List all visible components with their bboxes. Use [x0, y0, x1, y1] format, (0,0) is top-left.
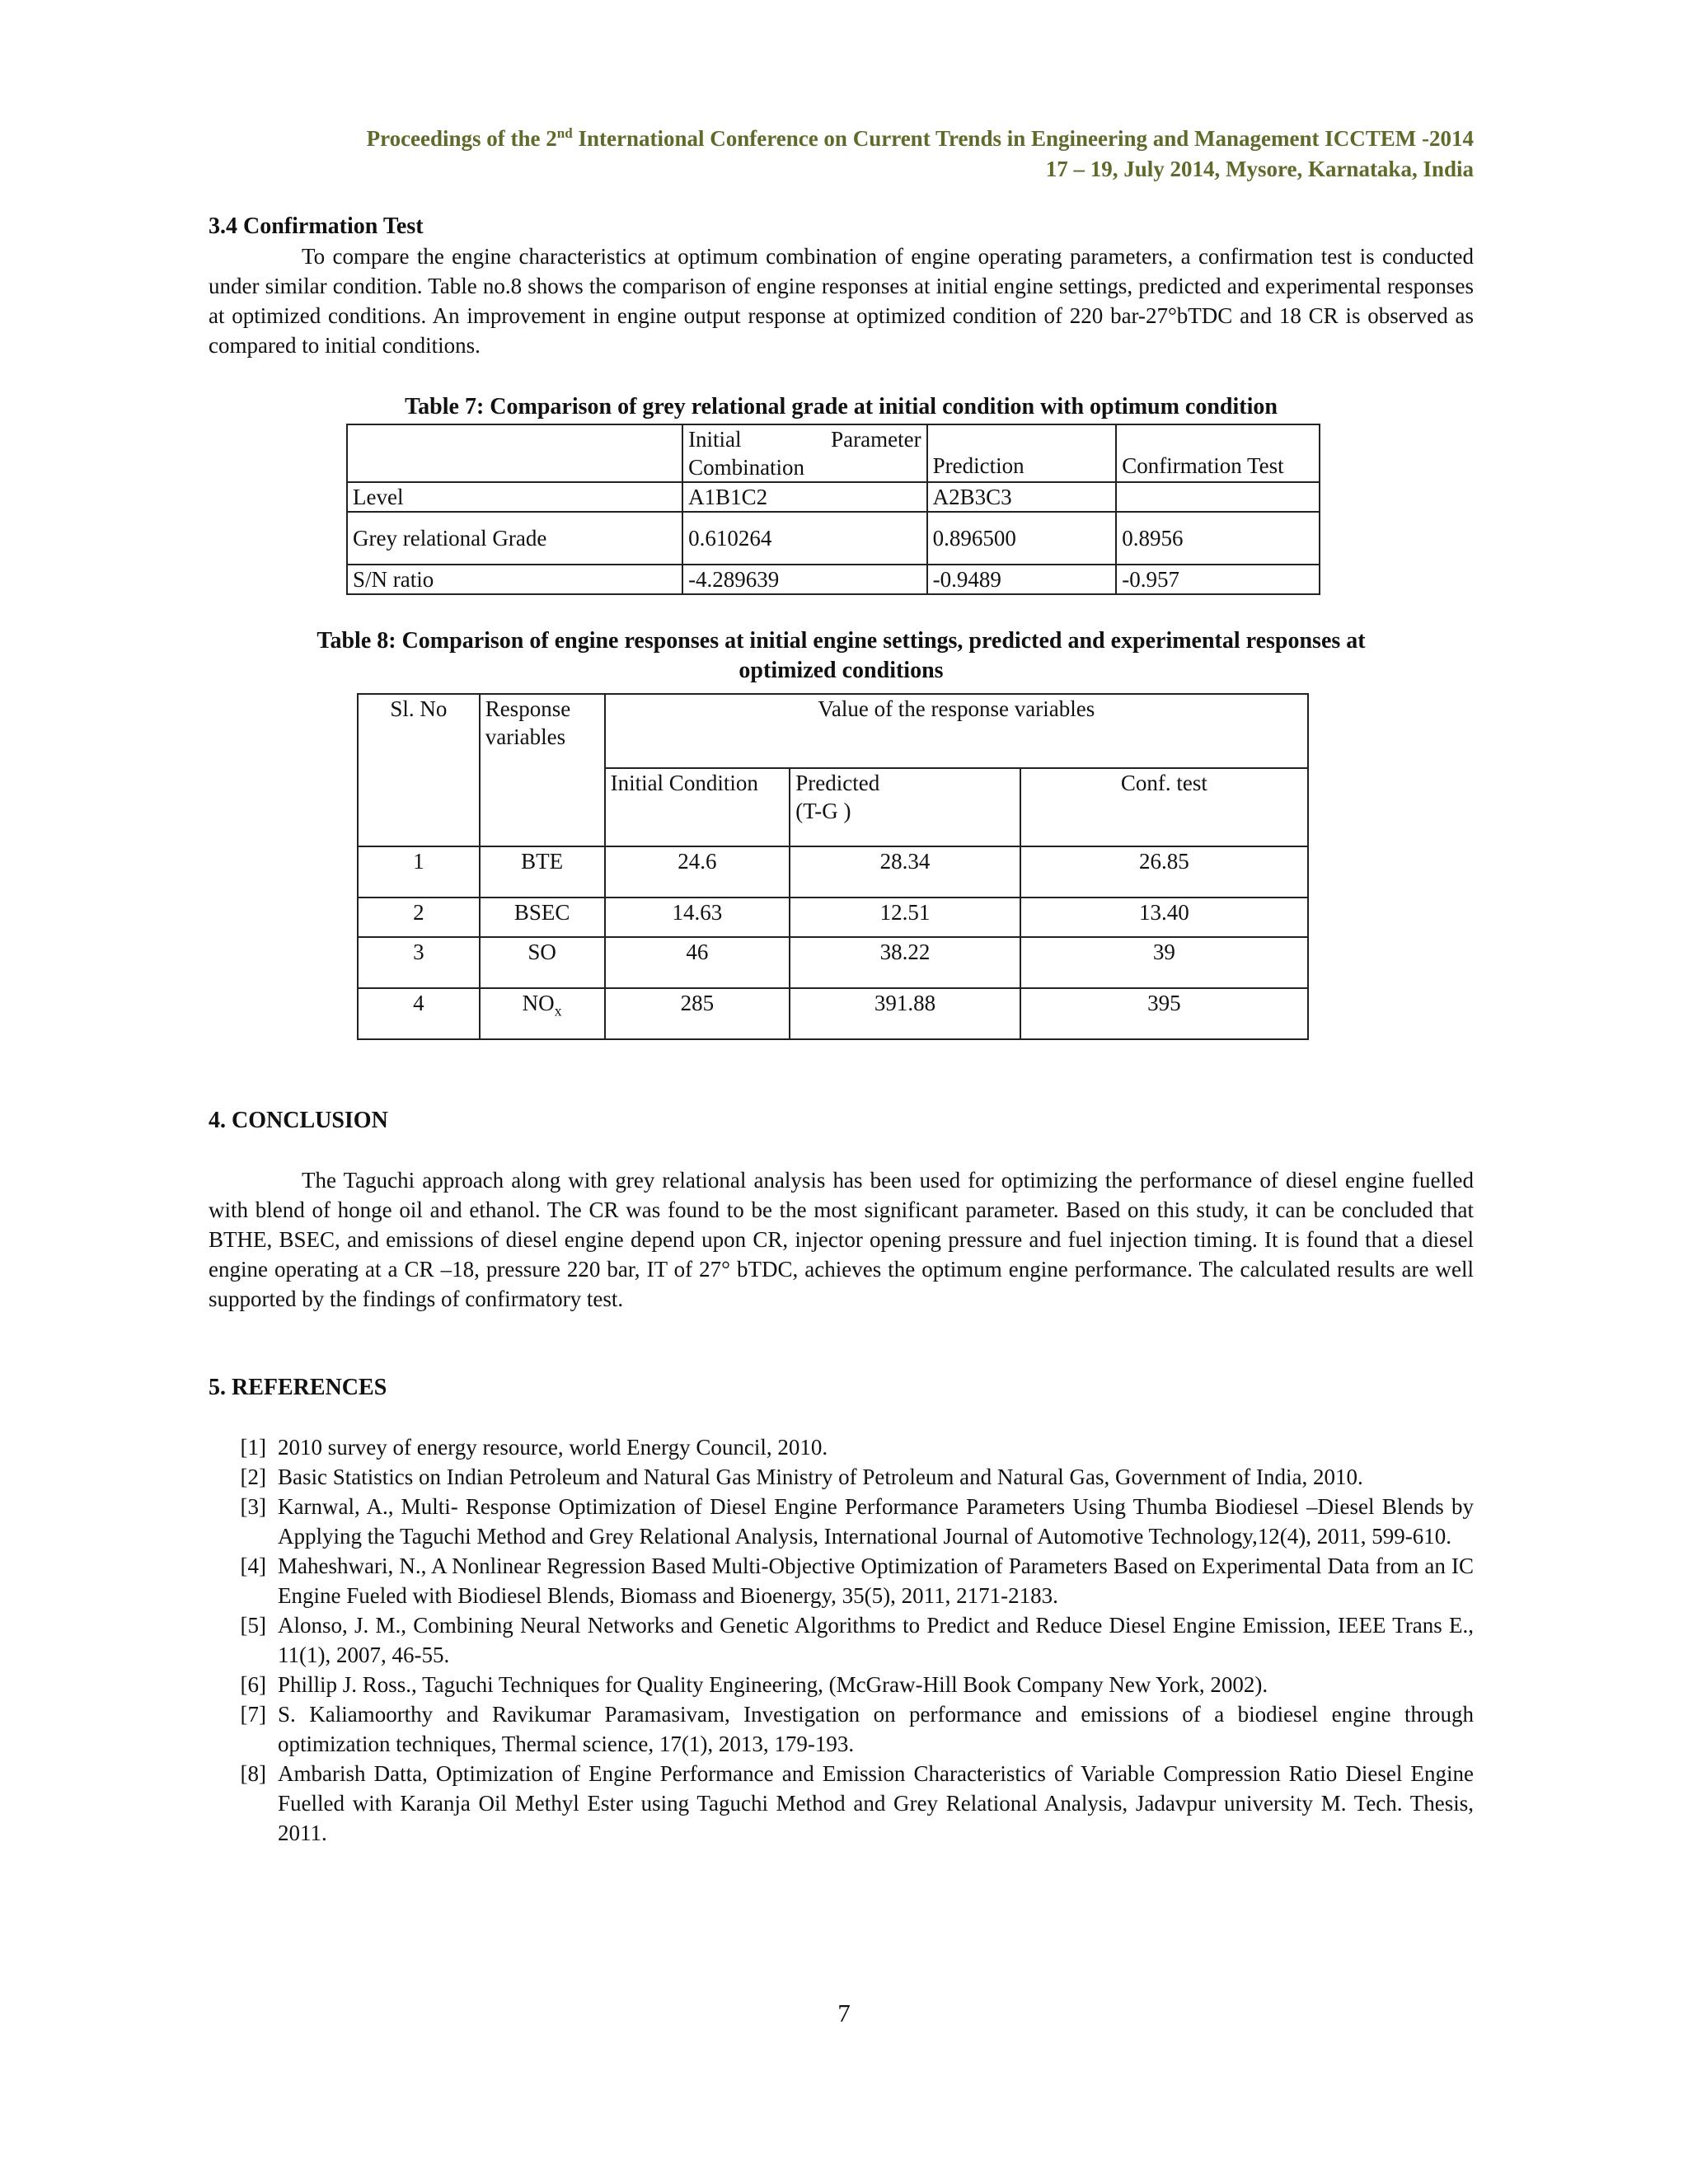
- table-row: [347, 565, 1320, 594]
- table-cell: Prediction: [927, 424, 1117, 482]
- table-cell: A1B1C2: [682, 482, 927, 512]
- table-cell: Grey relational Grade: [347, 512, 682, 565]
- table-cell: A2B3C3: [927, 482, 1117, 512]
- table-cell: [1116, 482, 1320, 512]
- table-cell: $NO_x$: [480, 988, 605, 1039]
- table-header-row: [358, 694, 1308, 768]
- table-cell: 26.85: [1020, 846, 1308, 898]
- table-cell: Level: [347, 482, 682, 512]
- table-cell: 0.8956: [1116, 512, 1320, 565]
- table-cell: -0.9489: [927, 565, 1117, 594]
- table-cell: 285: [605, 988, 790, 1039]
- table-cell: Response variables: [480, 694, 605, 846]
- table-cell: Value of the response variables: [605, 694, 1308, 768]
- table-cell: 28.34: [790, 846, 1020, 898]
- table-cell: [347, 424, 682, 482]
- table-cell: 391.88: [790, 988, 1020, 1039]
- table-row: [358, 898, 1308, 937]
- table-cell: Confirmation Test: [1116, 424, 1320, 482]
- table-cell: 1: [358, 846, 480, 898]
- table-row: [347, 482, 1320, 512]
- reference-item: [7] S. Kaliamoorthy and Ravikumar Paramasivam, Investigation on performance and emissions of a biodiesel engine through optimization techniques, Thermal science, 17(1), 2013, 179-193.: [240, 1702, 1474, 1756]
- table-row: [347, 512, 1320, 565]
- table-header-row: [347, 424, 1320, 482]
- table-cell: 395: [1020, 988, 1308, 1039]
- table-cell: 13.40: [1020, 898, 1308, 937]
- reference-item: [5] Alonso, J. M., Combining Neural Networks and Genetic Algorithms to Predict and Reduce Diesel Engine Emission, IEEE Trans E., 11(1), 2007, 46-55.: [240, 1613, 1474, 1667]
- reference-item: [4] Maheshwari, N., A Nonlinear Regression Based Multi-Objective Optimization of Parameters Based on Experimental Data from an IC Engine Fueled with Biodiesel Blends, Biomass and Bioenergy, 35(5), 2011, 2171-2183.: [240, 1554, 1474, 1608]
- table-cell: BSEC: [480, 898, 605, 937]
- section-confirmation-test: [209, 212, 1474, 360]
- header-line-1: Proceedings of the 2nd International Conference on Current Trends in Engineering and Management ICCTEM -2014: [366, 125, 1474, 151]
- running-header: [239, 124, 1474, 185]
- table7: [346, 424, 1320, 595]
- section-heading: 5. REFERENCES: [209, 1375, 387, 1400]
- reference-item: [6] Phillip J. Ross., Taguchi Techniques for Quality Engineering, (McGraw-Hill Book Company New York, 2002).: [240, 1672, 1268, 1697]
- table8-caption: Table 8: Comparison of engine responses at initial engine settings, predicted and experimental responses at optimized conditions: [316, 628, 1366, 683]
- references-heading-block: [209, 1373, 1474, 1403]
- reference-item: [1] 2010 survey of energy resource, world Energy Council, 2010.: [240, 1435, 828, 1460]
- section-heading: 4. CONCLUSION: [209, 1108, 388, 1133]
- reference-item: [3] Karnwal, A., Multi- Response Optimization of Diesel Engine Performance Parameters Using Thumba Biodiesel –Diesel Blends by Applying the Taguchi Method and Grey Relational Analysis, International Journal of Automotive Technology,12(4), 2011, 599-610.: [240, 1494, 1474, 1549]
- table-cell: Initial Parameter Combination: [682, 424, 927, 482]
- table-cell: 24.6: [605, 846, 790, 898]
- table-cell: Initial Condition: [605, 768, 790, 846]
- table-cell: 0.896500: [927, 512, 1117, 565]
- table-row: [358, 988, 1308, 1039]
- table-cell: Conf. test: [1020, 768, 1308, 846]
- table-cell: BTE: [480, 846, 605, 898]
- table-row: [358, 846, 1308, 898]
- table-cell: 3: [358, 937, 480, 988]
- reference-item: [2] Basic Statistics on Indian Petroleum and Natural Gas Ministry of Petroleum and Natural Gas, Government of India, 2010.: [240, 1465, 1363, 1489]
- section-heading: 3.4 Confirmation Test: [209, 213, 424, 239]
- table-cell: 46: [605, 937, 790, 988]
- body-paragraph: The Taguchi approach along with grey relational analysis has been used for optimizing the performance of diesel engine fuelled with blend of honge oil and ethanol. The CR was found to be the most significant parameter. Based on this study, it can be concluded that BTHE, BSEC, and emissions of diesel engine depend upon CR, injector opening pressure and fuel injection timing. It is found that a diesel engine operating at a CR –18, pressure 220 bar, IT of 27° bTDC, achieves the optimum engine performance. The calculated results are well supported by the findings of confirmatory test.: [209, 1168, 1474, 1311]
- table-cell: 14.63: [605, 898, 790, 937]
- reference-item: [8] Ambarish Datta, Optimization of Engine Performance and Emission Characteristics of Variable Compression Ratio Diesel Engine Fuelled with Karanja Oil Methyl Ester using Taguchi Method and Grey Relational Analysis, Jadavpur university M. Tech. Thesis, 2011.: [240, 1761, 1474, 1845]
- header-line-2: 17 – 19, July 2014, Mysore, Karnataka, India: [1045, 157, 1474, 181]
- section-conclusion: [209, 1106, 1474, 1314]
- table-cell: Sl. No: [358, 694, 480, 846]
- table8: [357, 693, 1309, 1040]
- body-paragraph: To compare the engine characteristics at optimum combination of engine operating parameters, a confirmation test is conducted under similar condition. Table no.8 shows the comparison of engine responses at initial engine settings, predicted and experimental responses at optimized conditions. An improvement in engine output response at optimized condition of 220 bar-27°bTDC and 18 CR is observed as compared to initial conditions.: [209, 244, 1474, 358]
- table-cell: 39: [1020, 937, 1308, 988]
- table-cell: -0.957: [1116, 565, 1320, 594]
- table-cell: 38.22: [790, 937, 1020, 988]
- reference-list: [209, 1432, 1474, 1848]
- table-cell: -4.289639: [682, 565, 927, 594]
- table-cell: Predicted (T-G ): [790, 768, 1020, 846]
- table-cell: SO: [480, 937, 605, 988]
- table-row: [358, 937, 1308, 988]
- table-cell: 12.51: [790, 898, 1020, 937]
- table-cell: 2: [358, 898, 480, 937]
- table-cell: S/N ratio: [347, 565, 682, 594]
- table7-caption: Table 7: Comparison of grey relational grade at initial condition with optimum condition: [405, 394, 1278, 419]
- table-cell: 4: [358, 988, 480, 1039]
- page-number: 7: [837, 1999, 851, 2027]
- table-cell: 0.610264: [682, 512, 927, 565]
